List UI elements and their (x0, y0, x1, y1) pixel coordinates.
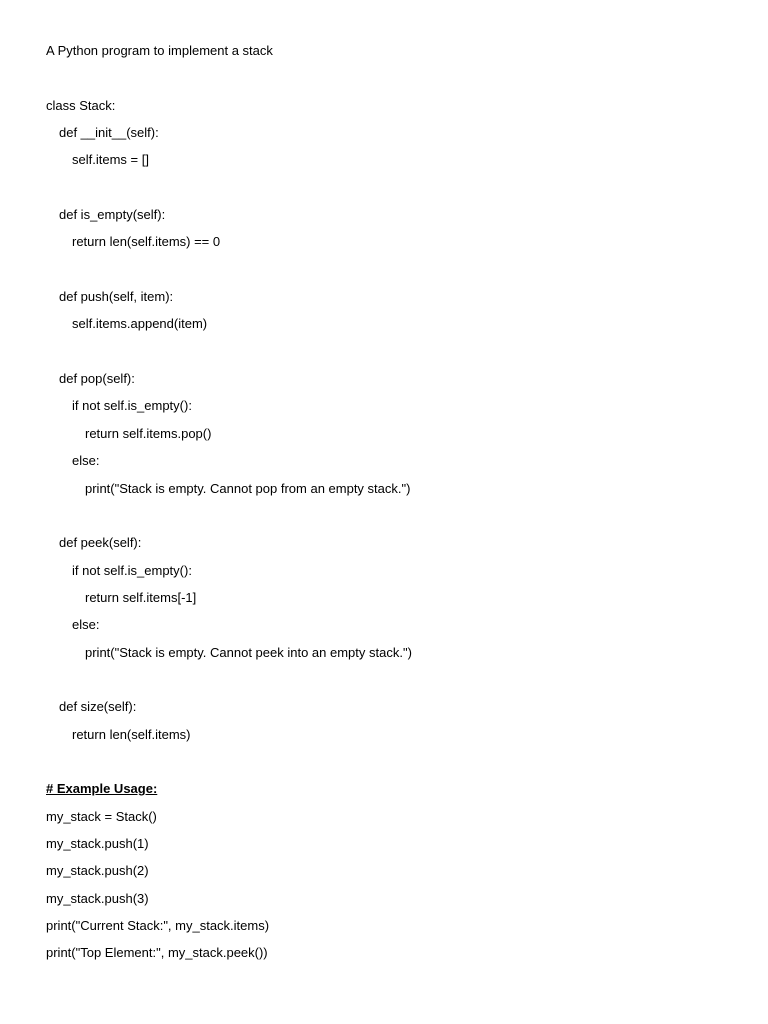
example-line: my_stack = Stack() (46, 808, 157, 824)
code-pop-if: if not self.is_empty(): (72, 398, 192, 414)
example-line: print("Top Element:", my_stack.peek()) (46, 945, 268, 961)
code-peek-if: if not self.is_empty(): (72, 562, 192, 578)
blank-line (46, 671, 736, 698)
blank-line (46, 179, 736, 206)
example-heading: # Example Usage: (46, 781, 158, 797)
blank-line (46, 753, 736, 780)
code-init-body: self.items = [] (72, 152, 149, 168)
code-peek-print: print("Stack is empty. Cannot peek into an empty stack.") (85, 644, 412, 660)
document-title: A Python program to implement a stack (46, 43, 273, 58)
blank-line (46, 261, 736, 288)
code-is-empty-body: return len(self.items) == 0 (72, 234, 221, 250)
code-pop-return: return self.items.pop() (85, 425, 212, 441)
code-peek-def: def peek(self): (59, 535, 142, 551)
blank-line (46, 69, 736, 96)
code-class-decl: class Stack: (46, 97, 116, 113)
code-pop-else: else: (72, 453, 100, 469)
code-pop-def: def pop(self): (59, 371, 135, 387)
blank-line (46, 343, 736, 370)
code-pop-print: print("Stack is empty. Cannot pop from an empty stack.") (85, 480, 411, 496)
code-is-empty-def: def is_empty(self): (59, 207, 166, 223)
code-size-body: return len(self.items) (72, 726, 191, 742)
code-push-body: self.items.append(item) (72, 316, 208, 332)
blank-line (46, 507, 736, 534)
document-page (46, 42, 736, 972)
example-line: my_stack.push(1) (46, 835, 149, 851)
example-line: my_stack.push(2) (46, 863, 149, 879)
example-line: my_stack.push(3) (46, 890, 149, 906)
code-size-def: def size(self): (59, 699, 137, 715)
code-peek-return: return self.items[-1] (85, 589, 197, 605)
example-line: print("Current Stack:", my_stack.items) (46, 918, 270, 933)
code-init-def: def __init__(self): (59, 125, 159, 141)
code-push-def: def push(self, item): (59, 289, 174, 305)
code-peek-else: else: (72, 617, 100, 633)
